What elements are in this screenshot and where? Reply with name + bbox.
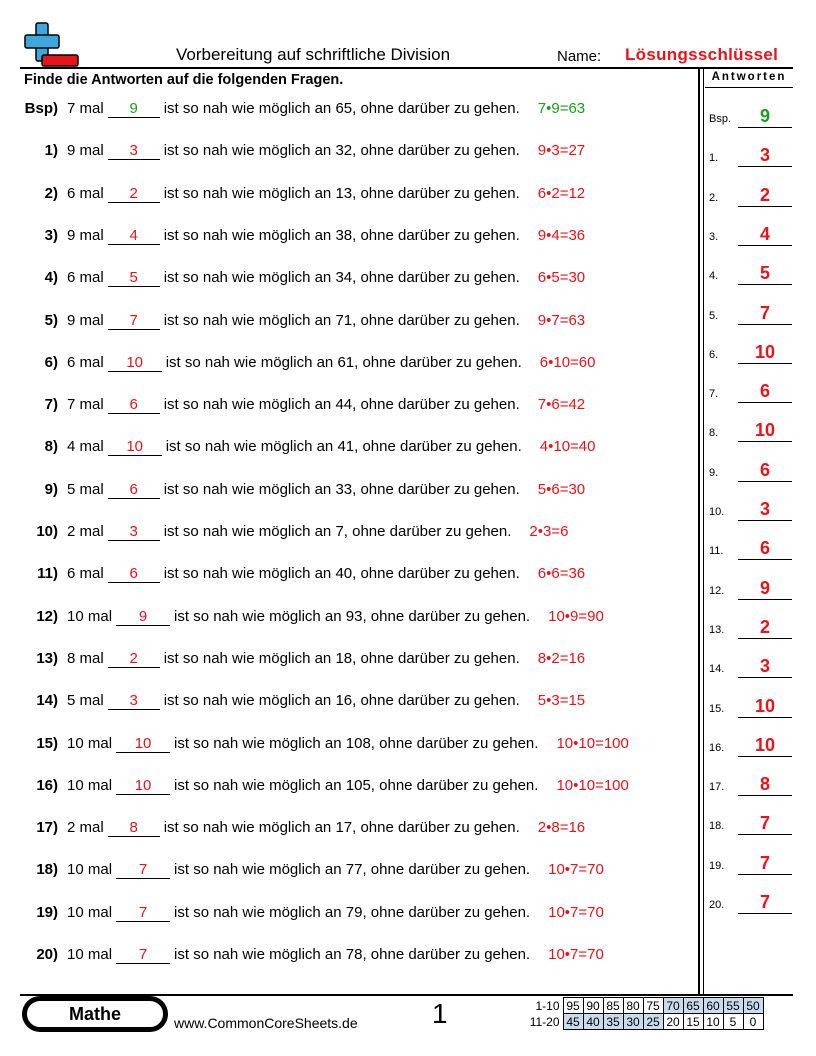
question-text: [67, 100, 585, 118]
question-suffix: ist so nah wie möglich an 78, ohne darüber zu gehen.: [174, 946, 531, 963]
answer-key-value: 9: [738, 105, 792, 128]
question-row: [0, 565, 696, 587]
answer-key-label: 2.: [709, 191, 719, 204]
answer-blank: 10: [116, 736, 170, 753]
answer-blank: 6: [108, 397, 160, 414]
question-prefix: 10 mal: [67, 607, 113, 625]
answer-key-label: 18.: [709, 820, 725, 833]
question-row: [0, 227, 696, 249]
column-divider: [698, 69, 700, 994]
answer-key-item: [708, 139, 793, 167]
question-text: [67, 185, 585, 203]
page-title: Vorbereitung auf schriftliche Division: [176, 45, 451, 64]
question-text: [67, 438, 596, 456]
question-prefix: 10 mal: [67, 946, 113, 963]
answer-key-value: 6: [738, 537, 792, 560]
answer-key-label: 9.: [709, 466, 719, 479]
score-row-label: 11-20: [529, 1014, 560, 1029]
answer-key-item: [708, 886, 793, 914]
score-cell: 85: [603, 998, 623, 1014]
question-number: 11): [37, 565, 58, 583]
answer-key-label: 6.: [709, 348, 719, 361]
answer-key-item: [708, 493, 793, 521]
calculation: 10•10=100: [556, 734, 629, 752]
question-row: [0, 312, 696, 334]
calculation: 10•7=70: [548, 861, 604, 879]
calculation: 4•10=40: [539, 438, 596, 456]
answer-key-item: [708, 179, 793, 207]
calculation: 9•3=27: [537, 142, 586, 160]
answer-key-label: 14.: [709, 663, 725, 676]
score-row: [527, 1014, 763, 1030]
question-suffix: ist so nah wie möglich an 17, ohne darüber zu gehen.: [163, 819, 520, 837]
answer-key-label: 13.: [709, 623, 725, 636]
calculation: 6•2=12: [537, 184, 586, 202]
plus-minus-logo-icon: [24, 22, 80, 68]
answer-blank: 3: [108, 693, 160, 710]
calculation: 5•3=15: [537, 692, 586, 710]
question-row: [0, 608, 696, 630]
answer-blank: 7: [116, 862, 170, 879]
question-text: [67, 904, 604, 922]
score-row-label: 1-10: [535, 998, 560, 1013]
answer-blank: 2: [108, 651, 160, 668]
question-row: [0, 396, 696, 418]
question-row: [0, 142, 696, 164]
question-number: 10): [36, 523, 58, 540]
answer-key-value: 9: [738, 577, 792, 600]
question-row: [0, 861, 696, 883]
question-suffix: ist so nah wie möglich an 65, ohne darüber zu gehen.: [163, 100, 520, 117]
score-cell: 30: [623, 1014, 643, 1030]
question-number: 13): [36, 649, 58, 667]
answer-key-item: [708, 218, 793, 246]
answer-key-item: [708, 650, 793, 678]
score-cell: 60: [703, 998, 723, 1014]
answer-key-value: 3: [738, 498, 792, 521]
answer-key-label: 5.: [709, 309, 719, 322]
calculation: 7•6=42: [537, 396, 586, 414]
answer-key-item: [708, 768, 793, 796]
question-text: [67, 777, 629, 795]
calculation: 2•3=6: [529, 523, 569, 540]
question-row: [0, 269, 696, 291]
score-cell: 5: [723, 1014, 743, 1030]
answer-key-label: 15.: [709, 702, 725, 715]
example-question: [0, 100, 696, 122]
calculation: 5•6=30: [537, 480, 586, 498]
question-suffix: ist so nah wie möglich an 108, ohne darüber zu gehen.: [174, 734, 539, 752]
question-row: [0, 438, 696, 460]
question-prefix: 9 mal: [67, 226, 104, 244]
answer-blank: 9: [108, 101, 160, 118]
question-number: 4): [44, 269, 58, 287]
answer-key-item: [708, 375, 793, 403]
question-number: 14): [36, 692, 58, 710]
answer-blank: 3: [108, 524, 160, 541]
answer-key-item: [708, 336, 793, 364]
answer-key-value: 7: [738, 891, 792, 914]
question-row: [0, 692, 696, 714]
question-text: [67, 608, 604, 626]
question-prefix: 6 mal: [67, 269, 104, 287]
question-text: [67, 946, 604, 964]
question-number: 1): [44, 142, 58, 160]
question-text: [67, 735, 629, 753]
answer-key-value: 5: [738, 262, 792, 285]
question-number: 7): [44, 396, 58, 414]
question-row: [0, 946, 696, 968]
question-prefix: 6 mal: [67, 184, 104, 202]
calculation: 7•9=63: [537, 100, 586, 117]
score-cell: 40: [583, 1014, 603, 1030]
site-url: www.CommonCoreSheets.de: [174, 1015, 358, 1031]
score-cell: 35: [603, 1014, 623, 1030]
answer-blank: 7: [116, 947, 170, 964]
name-label: Name:: [557, 48, 602, 65]
page-number: 1: [432, 998, 448, 1029]
question-number: 20): [36, 946, 58, 963]
answer-key-value: 3: [738, 655, 792, 678]
answer-key-value: 3: [738, 144, 792, 167]
question-text: [67, 819, 585, 837]
question-prefix: 2 mal: [67, 523, 104, 540]
answer-blank: 10: [108, 355, 162, 372]
calculation: 8•2=16: [537, 649, 586, 667]
answer-key-value: 7: [738, 812, 792, 835]
answer-key-item: [708, 847, 793, 875]
question-text: [67, 523, 568, 541]
question-text: [67, 142, 585, 160]
question-row: [0, 185, 696, 207]
answer-key-item: [708, 257, 793, 285]
question-prefix: 5 mal: [67, 480, 104, 498]
score-cell: 65: [683, 998, 703, 1014]
answer-blank: 9: [116, 609, 170, 626]
answer-blank: 5: [108, 270, 160, 287]
answer-blank: 7: [116, 905, 170, 922]
question-prefix: 10 mal: [67, 861, 113, 879]
question-number: 18): [36, 861, 58, 879]
answer-key-item: [708, 690, 793, 718]
question-row: [0, 481, 696, 503]
question-row: [0, 523, 696, 545]
answer-key-label: 12.: [709, 584, 725, 597]
question-prefix: 2 mal: [67, 819, 104, 837]
score-cell: 15: [683, 1014, 703, 1030]
answer-key-value: 10: [738, 695, 792, 718]
answer-blank: 6: [108, 482, 160, 499]
question-number: Bsp): [24, 100, 58, 117]
answer-key-item: [708, 572, 793, 600]
answer-key-label: 4.: [709, 270, 719, 283]
question-row: [0, 904, 696, 926]
calculation: 2•8=16: [537, 819, 586, 837]
question-suffix: ist so nah wie möglich an 77, ohne darüber zu gehen.: [174, 861, 531, 879]
question-prefix: 6 mal: [67, 353, 104, 371]
answer-blank: 7: [108, 313, 160, 330]
question-text: [67, 692, 585, 710]
answer-key-label: 8.: [709, 427, 719, 440]
answer-key-value: 8: [738, 773, 792, 796]
answer-blank: 2: [108, 186, 160, 203]
calculation: 10•7=70: [548, 903, 604, 921]
answer-key-item: [708, 414, 793, 442]
question-prefix: 4 mal: [67, 438, 104, 456]
question-number: 8): [44, 438, 58, 456]
question-number: 19): [36, 903, 58, 921]
calculation: 6•6=36: [537, 565, 586, 583]
question-row: [0, 735, 696, 757]
answer-key-value: 7: [738, 302, 792, 325]
score-cell: 20: [663, 1014, 683, 1030]
answer-key-title: Lösungsschlüssel: [625, 45, 779, 64]
score-cell: 75: [643, 998, 663, 1014]
question-number: 15): [36, 734, 58, 752]
answer-blank: 3: [108, 143, 160, 160]
question-suffix: ist so nah wie möglich an 41, ohne darüber zu gehen.: [165, 438, 522, 456]
question-suffix: ist so nah wie möglich an 71, ohne darüber zu gehen.: [163, 311, 520, 329]
score-cell: 70: [663, 998, 683, 1014]
question-suffix: ist so nah wie möglich an 16, ohne darüber zu gehen.: [163, 692, 520, 710]
question-prefix: 8 mal: [67, 649, 104, 667]
question-prefix: 7 mal: [67, 100, 104, 117]
score-table: [527, 997, 764, 1030]
answer-key-value: 2: [738, 616, 792, 639]
score-cell: 50: [743, 998, 763, 1014]
answer-key-item: [708, 454, 793, 482]
answer-key-label: 1.: [709, 152, 719, 165]
question-text: [67, 269, 585, 287]
answer-key-value: 10: [738, 341, 792, 364]
question-text: [67, 861, 604, 879]
answer-key-item: [708, 807, 793, 835]
answer-blank: 6: [108, 566, 160, 583]
question-text: [67, 312, 585, 330]
answer-key-value: 10: [738, 419, 792, 442]
answer-blank: 4: [108, 228, 160, 245]
question-suffix: ist so nah wie möglich an 32, ohne darüber zu gehen.: [163, 142, 520, 160]
question-suffix: ist so nah wie möglich an 7, ohne darüber zu gehen.: [163, 523, 512, 540]
answer-key-value: 7: [738, 852, 792, 875]
answer-blank: 10: [116, 778, 170, 795]
answer-key-label: Bsp.: [709, 113, 732, 125]
question-prefix: 6 mal: [67, 565, 104, 583]
answer-key-value: 2: [738, 184, 792, 207]
question-suffix: ist so nah wie möglich an 18, ohne darüber zu gehen.: [163, 649, 520, 667]
subject-badge: Mathe: [25, 999, 165, 1029]
question-text: [67, 227, 585, 245]
question-prefix: 7 mal: [67, 396, 104, 414]
question-suffix: ist so nah wie möglich an 44, ohne darüber zu gehen.: [163, 396, 520, 414]
answer-key-value: 4: [738, 223, 792, 246]
answer-key-label: 20.: [709, 899, 725, 911]
calculation: 9•4=36: [537, 226, 586, 244]
answers-heading: Antworten: [711, 71, 787, 83]
answer-key-value: 6: [738, 380, 792, 403]
question-number: 5): [44, 311, 58, 329]
score-cell: 0: [743, 1014, 763, 1030]
answer-blank: 10: [108, 439, 162, 456]
score-cell: 25: [643, 1014, 663, 1030]
answer-key-label: 11.: [709, 545, 724, 558]
answer-key-value: 6: [738, 459, 792, 482]
question-prefix: 10 mal: [67, 903, 113, 921]
question-suffix: ist so nah wie möglich an 33, ohne darüber zu gehen.: [163, 480, 520, 498]
question-row: [0, 819, 696, 841]
answer-key-label: 17.: [709, 781, 725, 794]
answer-key-label: 10.: [709, 506, 725, 518]
question-number: 16): [36, 776, 58, 794]
answer-key-item: [708, 729, 793, 757]
answer-key-label: 3.: [709, 230, 719, 243]
answer-key-label: 19.: [709, 859, 725, 872]
score-cell: 55: [723, 998, 743, 1014]
question-prefix: 9 mal: [67, 142, 104, 160]
answer-key-value: 10: [738, 734, 792, 757]
question-row: [0, 354, 696, 376]
header-rule: [20, 67, 793, 69]
question-number: 17): [36, 819, 58, 837]
question-prefix: 10 mal: [67, 734, 113, 752]
score-cell: 45: [563, 1014, 583, 1030]
calculation: 9•7=63: [537, 311, 586, 329]
question-suffix: ist so nah wie möglich an 93, ohne darüber zu gehen.: [174, 607, 531, 625]
question-prefix: 10 mal: [67, 776, 113, 794]
calculation: 10•7=70: [548, 946, 604, 963]
question-prefix: 5 mal: [67, 692, 104, 710]
question-text: [67, 354, 596, 372]
question-row: [0, 650, 696, 672]
score-cell: 10: [703, 1014, 723, 1030]
instruction-text: Finde die Antworten auf die folgenden Fragen.: [24, 72, 344, 88]
score-cell: 80: [623, 998, 643, 1014]
question-suffix: ist so nah wie möglich an 79, ohne darüber zu gehen.: [174, 903, 531, 921]
question-number: 12): [36, 607, 58, 625]
column-divider-inner: [703, 69, 704, 994]
question-suffix: ist so nah wie möglich an 61, ohne darüber zu gehen.: [165, 353, 522, 371]
answer-blank: 8: [108, 820, 160, 837]
answer-key-label: 16.: [709, 741, 725, 754]
question-suffix: ist so nah wie möglich an 105, ohne darüber zu gehen.: [174, 776, 539, 794]
question-prefix: 9 mal: [67, 311, 104, 329]
question-text: [67, 565, 585, 583]
answer-key-item: [708, 297, 793, 325]
question-number: 6): [44, 353, 58, 371]
question-number: 2): [44, 184, 58, 202]
question-suffix: ist so nah wie möglich an 34, ohne darüber zu gehen.: [163, 269, 520, 287]
answer-key-label: 7.: [709, 388, 719, 401]
question-number: 9): [44, 480, 58, 498]
question-row: [0, 777, 696, 799]
calculation: 6•10=60: [539, 353, 596, 371]
calculation: 10•10=100: [556, 776, 629, 794]
calculation: 6•5=30: [537, 269, 586, 287]
score-cell: 95: [563, 998, 583, 1014]
calculation: 10•9=90: [548, 607, 604, 625]
answer-key-item: [708, 611, 793, 639]
question-text: [67, 396, 585, 414]
score-cell: 90: [583, 998, 603, 1014]
question-text: [67, 650, 585, 668]
score-row: [527, 998, 763, 1014]
answer-key-item: [708, 532, 793, 560]
question-suffix: ist so nah wie möglich an 38, ohne darüber zu gehen.: [163, 226, 520, 244]
question-text: [67, 481, 585, 499]
question-number: 3): [44, 226, 58, 244]
question-suffix: ist so nah wie möglich an 13, ohne darüber zu gehen.: [163, 184, 520, 202]
question-suffix: ist so nah wie möglich an 40, ohne darüber zu gehen.: [163, 565, 520, 583]
answer-key-example: [708, 100, 793, 128]
answers-heading-rule: [705, 87, 793, 88]
